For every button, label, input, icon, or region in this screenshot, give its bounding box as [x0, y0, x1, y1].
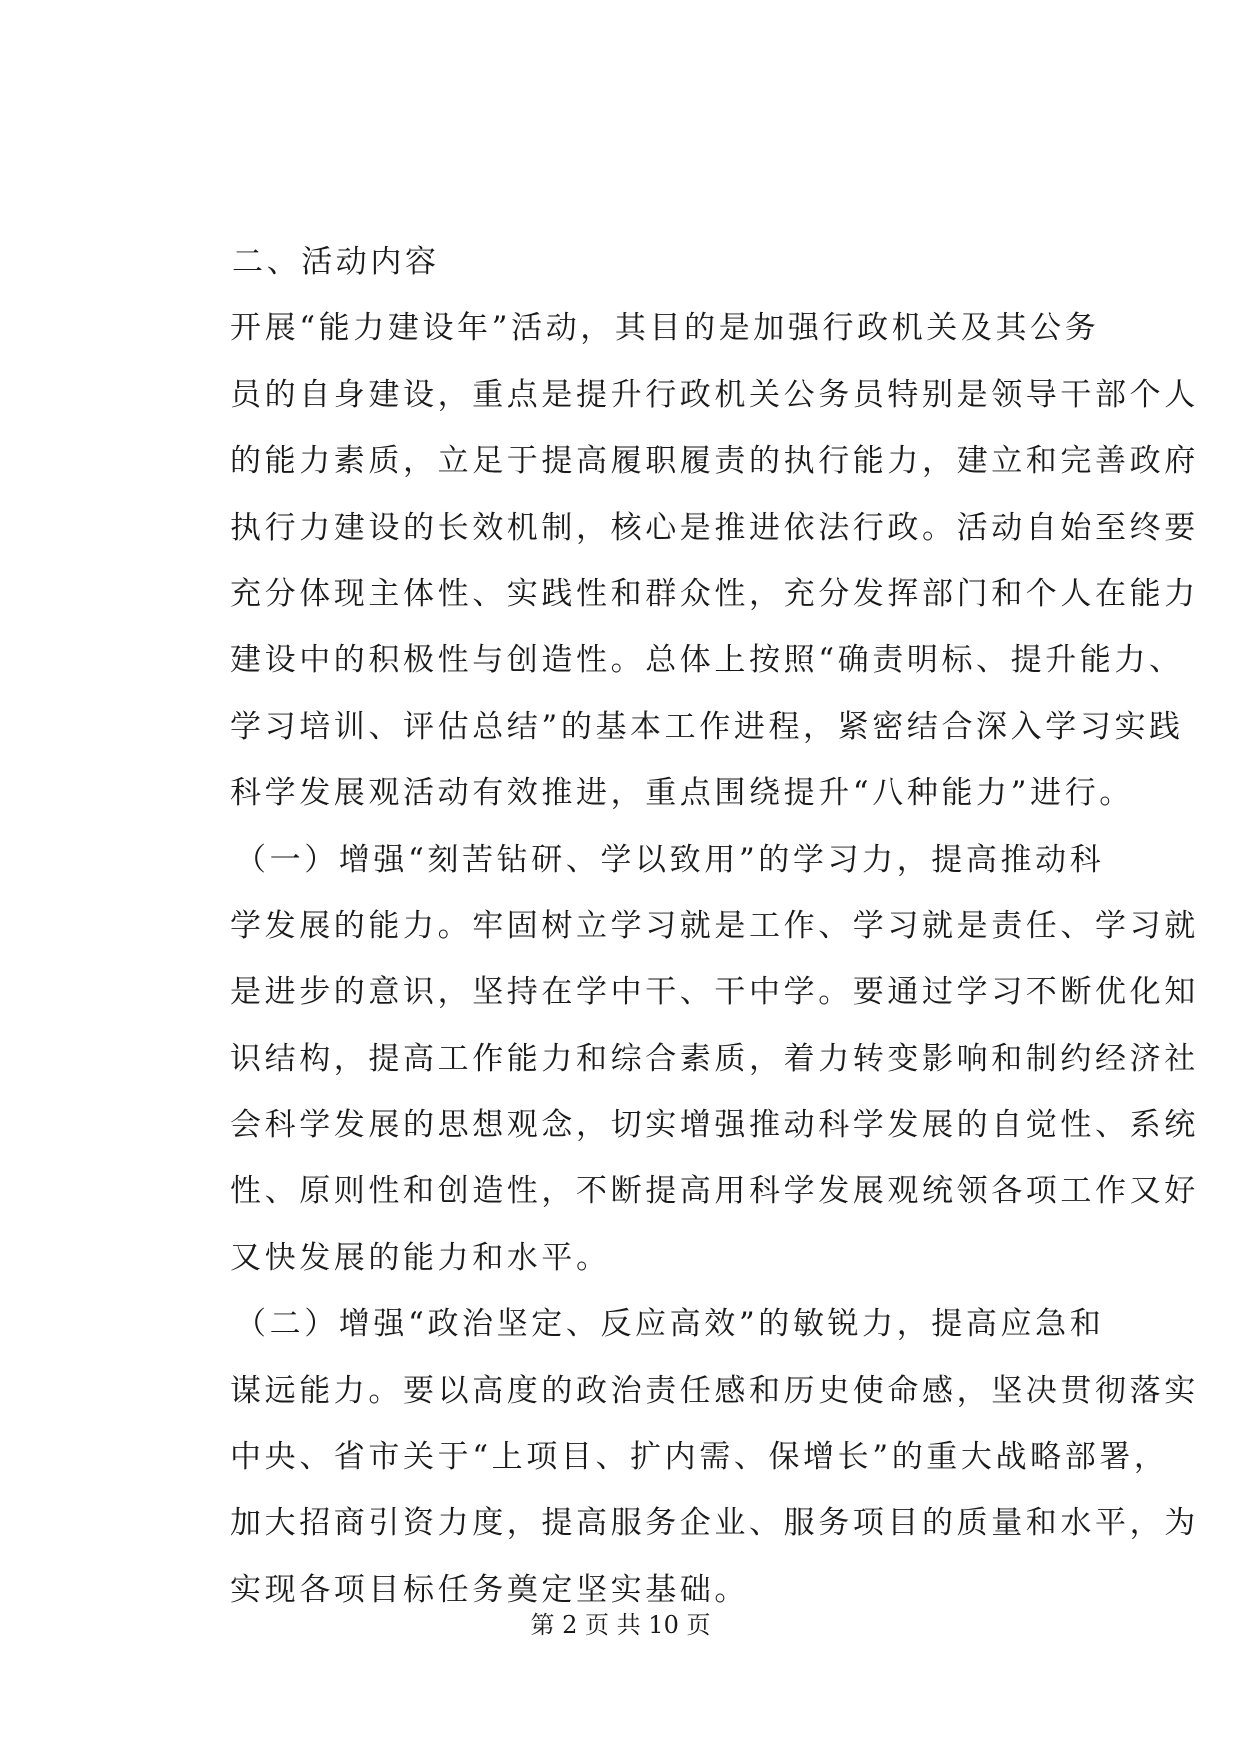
paragraph-1-line-4: 执行力建设的长效机制，核心是推进依法行政。活动自始至终要	[230, 509, 1199, 546]
paragraph-2-line-6: 性、原则性和创造性，不断提高用科学发展观统领各项工作又好	[230, 1173, 1199, 1210]
paragraph-3	[230, 1291, 1199, 1623]
paragraph-1-line-6: 建设中的积极性与创造性。总体上按照“确责明标、提升能力、	[230, 642, 1184, 679]
paragraph-1-line-2: 员的自身建设，重点是提升行政机关公务员特别是领导干部个人	[230, 376, 1199, 413]
paragraph-1-line-3: 的能力素质，立足于提高履职履责的执行能力，建立和完善政府	[230, 443, 1199, 480]
paragraph-1-line-1: 开展“能力建设年”活动，其目的是加强行政机关及其公务	[230, 310, 1100, 347]
paragraph-2-line-4: 识结构，提高工作能力和综合素质，着力转变影响和制约经济社	[230, 1040, 1199, 1077]
paragraph-3-line-5: 实现各项目标任务奠定坚实基础。	[230, 1571, 749, 1608]
paragraph-1-line-5: 充分体现主体性、实践性和群众性，充分发挥部门和个人在能力	[230, 575, 1199, 612]
paragraph-2-line-3: 是进步的意识，坚持在学中干、干中学。要通过学习不断优化知	[230, 974, 1199, 1011]
paragraph-3-line-4: 加大招商引资力度，提高服务企业、服务项目的质量和水平，为	[230, 1505, 1199, 1542]
paragraph-3-line-2: 谋远能力。要以高度的政治责任感和历史使命感，坚决贯彻落实	[230, 1372, 1199, 1409]
paragraph-3-line-1: （二）增强“政治坚定、反应高效”的敏锐力，提高应急和	[235, 1306, 1105, 1343]
paragraph-2-line-5: 会科学发展的思想观念，切实增强推动科学发展的自觉性、系统	[230, 1107, 1199, 1144]
paragraph-1	[230, 295, 1199, 826]
section-heading: 二、活动内容	[232, 244, 440, 280]
paragraph-2-line-1: （一）增强“刻苦钻研、学以致用”的学习力，提高推动科	[235, 841, 1105, 878]
paragraph-2-line-7: 又快发展的能力和水平。	[230, 1239, 611, 1276]
paragraph-1-line-8: 科学发展观活动有效推进，重点围绕提升“八种能力”进行。	[230, 775, 1134, 812]
paragraph-2	[230, 827, 1199, 1292]
document-body	[230, 229, 1199, 1623]
paragraph-2-line-2: 学发展的能力。牢固树立学习就是工作、学习就是责任、学习就	[230, 907, 1199, 944]
paragraph-1-line-7: 学习培训、评估总结”的基本工作进程，紧密结合深入学习实践	[230, 708, 1184, 745]
paragraph-3-line-3: 中央、省市关于“上项目、扩内需、保增长”的重大战略部署，	[230, 1439, 1169, 1476]
page-number-footer: 第 2 页 共 10 页	[530, 1611, 711, 1639]
